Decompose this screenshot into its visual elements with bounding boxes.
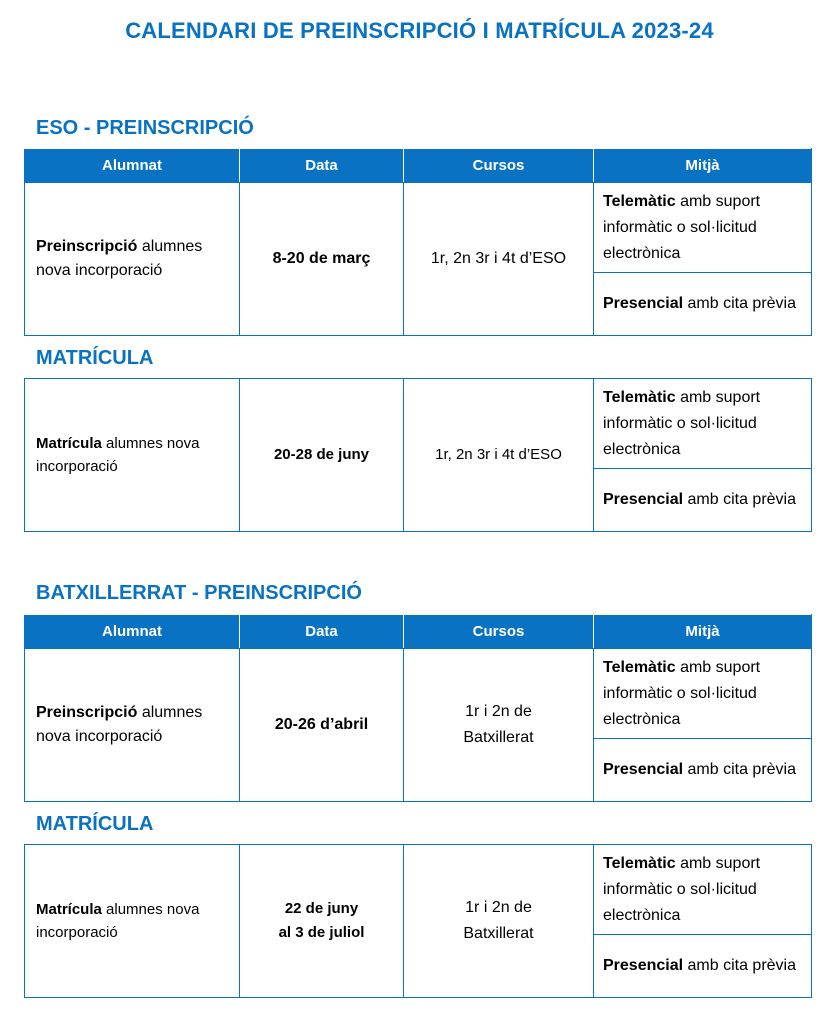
header-data: Data [240,615,404,649]
batx-preinscripcio-heading: BATXILLERRAT - PREINSCRIPCIÓ [36,582,362,604]
mitja-presencial-cell [594,273,812,336]
cursos-line-2: Batxillerat [463,925,534,942]
cursos-cell [404,649,594,802]
eso-preinscripcio-table [24,148,812,336]
mitja-presencial-text: amb cita prèvia [683,491,796,508]
mitja-telematic-bold: Telemàtic [603,388,676,406]
mitja-presencial-cell [594,935,812,998]
eso-matricula-table [24,378,812,532]
mitja-presencial-cell [594,739,812,802]
alumnat-cell [25,183,240,336]
mitja-presencial-bold: Presencial [603,957,684,974]
eso-matricula-heading: MATRÍCULA [36,347,154,369]
mitja-presencial-bold: Presencial [603,295,684,312]
data-line-2: al 3 de juliol [278,924,365,941]
header-alumnat: Alumnat [25,615,240,649]
alumnat-text: alumnes nova incorporació [36,238,203,279]
alumnat-cell [25,845,240,998]
mitja-presencial-text: amb cita prèvia [683,761,796,778]
header-mitja: Mitjà [594,149,812,183]
header-cursos: Cursos [404,149,594,183]
mitja-telematic-bold: Telemàtic [603,658,676,676]
page-title: CALENDARI DE PREINSCRIPCIÓ I MATRÍCULA 2023-24 [125,18,714,43]
table-row [25,379,812,469]
mitja-presencial-text: amb cita prèvia [683,957,796,974]
header-alumnat: Alumnat [25,149,240,183]
data-cell: 20-28 de juny [240,379,404,532]
mitja-telematic-text: amb suport informàtic o sol·licitud electrònica [603,854,761,924]
cursos-cell: 1r, 2n 3r i 4t d’ESO [404,379,594,532]
cursos-cell: 1r, 2n 3r i 4t d’ESO [404,183,594,336]
cursos-line-1: 1r i 2n de [465,899,532,916]
batx-matricula-heading: MATRÍCULA [36,813,154,835]
cursos-line-1: 1r i 2n de [465,703,532,720]
mitja-telematic-text: amb suport informàtic o sol·licitud electrònica [603,658,761,728]
mitja-telematic-bold: Telemàtic [603,192,676,210]
table-header-row [25,615,812,649]
table-header-row [25,149,812,183]
mitja-presencial-cell [594,469,812,532]
data-line-1: 22 de juny [284,900,359,917]
batx-preinscripcio-table [24,614,812,802]
data-cell: 20-26 d’abril [240,649,404,802]
mitja-presencial-bold: Presencial [603,761,684,778]
header-mitja: Mitjà [594,615,812,649]
table-row [25,649,812,739]
alumnat-text: alumnes nova incorporació [36,704,203,745]
table-row [25,845,812,935]
mitja-telematic-cell [594,379,812,469]
alumnat-cell [25,379,240,532]
mitja-telematic-cell [594,845,812,935]
data-cell [240,845,404,998]
eso-preinscripcio-heading: ESO - PREINSCRIPCIÓ [36,117,254,139]
mitja-presencial-bold: Presencial [603,491,684,508]
batx-matricula-table [24,844,812,998]
data-cell: 8-20 de març [240,183,404,336]
mitja-telematic-text: amb suport informàtic o sol·licitud electrònica [603,388,761,458]
alumnat-text: alumnes nova incorporació [36,435,200,475]
header-data: Data [240,149,404,183]
alumnat-bold: Matrícula [36,901,102,918]
alumnat-bold: Matrícula [36,435,102,452]
alumnat-bold: Preinscripció [36,704,138,721]
mitja-telematic-text: amb suport informàtic o sol·licitud electrònica [603,192,761,262]
alumnat-text: alumnes nova incorporació [36,901,200,941]
header-cursos: Cursos [404,615,594,649]
cursos-line-2: Batxillerat [463,729,534,746]
cursos-cell [404,845,594,998]
mitja-telematic-cell [594,183,812,273]
mitja-telematic-bold: Telemàtic [603,854,676,872]
alumnat-bold: Preinscripció [36,238,138,255]
mitja-telematic-cell [594,649,812,739]
mitja-presencial-text: amb cita prèvia [683,295,796,312]
table-row [25,183,812,273]
alumnat-cell [25,649,240,802]
